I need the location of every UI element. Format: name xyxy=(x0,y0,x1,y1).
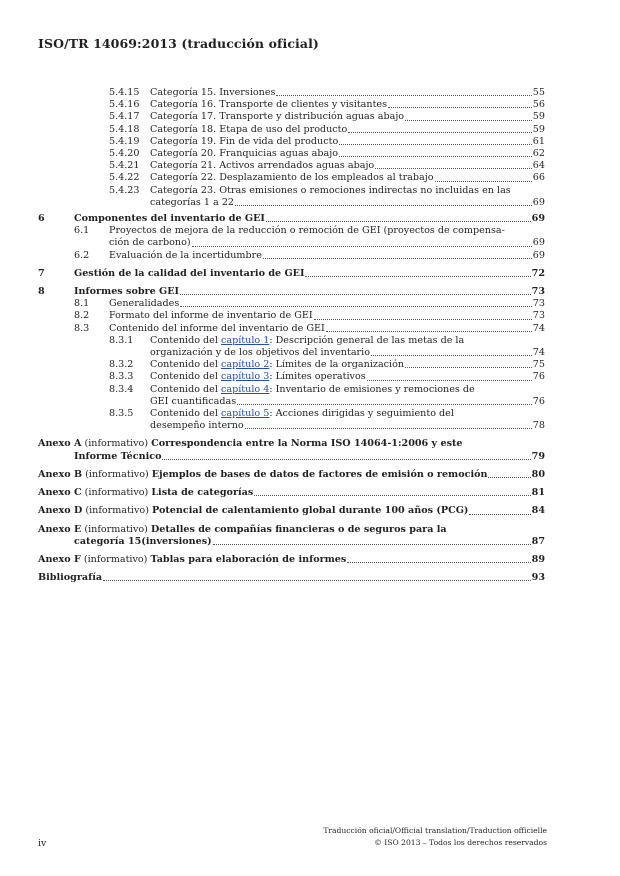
dot-leader xyxy=(192,246,532,247)
annex-label: Anexo E xyxy=(38,523,82,535)
toc-title: Categoría 22. Desplazamiento de los empleados al trabajo xyxy=(150,172,434,184)
dot-leader xyxy=(367,380,532,381)
dot-leader xyxy=(266,221,531,222)
toc-title-line1 xyxy=(38,438,545,450)
toc-number: 5.4.20 xyxy=(109,148,140,160)
toc-title: Categoría 17. Transporte y distribución aguas abajo xyxy=(150,111,405,123)
chapter-3-link[interactable]: capítulo 3 xyxy=(220,371,270,383)
toc-title-line1 xyxy=(150,335,545,347)
dot-leader xyxy=(180,294,531,295)
toc-title: Categoría 19. Fin de vida del producto xyxy=(150,135,339,147)
dot-leader xyxy=(162,459,530,460)
toc-entry-5-4-16[interactable] xyxy=(38,99,545,111)
chapter-4-link[interactable]: capítulo 4 xyxy=(220,383,270,395)
toc-title xyxy=(38,487,253,499)
toc-title-line2: GEI cuantificadas xyxy=(150,395,237,407)
toc-entry-6-2[interactable] xyxy=(38,250,545,262)
toc-number: 5.4.17 xyxy=(109,111,140,123)
toc-title xyxy=(150,371,366,383)
annex-label: Anexo C xyxy=(38,487,82,499)
dot-leader xyxy=(326,331,532,332)
toc-number: 6.2 xyxy=(74,249,90,261)
toc-number: 5.4.19 xyxy=(109,135,140,147)
annex-label: Anexo F xyxy=(38,553,81,565)
dot-leader xyxy=(339,144,532,145)
annex-kind: (informativo) xyxy=(81,438,152,450)
annex-title: Correspondencia entre la Norma ISO 14064-1:2006 y este xyxy=(151,438,463,450)
toc-page: 72 xyxy=(531,267,545,279)
document-header: ISO/TR 14069:2013 (traducción oficial) xyxy=(38,36,319,51)
toc-page: 59 xyxy=(532,111,545,123)
toc-annex-b[interactable] xyxy=(38,469,545,481)
dot-leader xyxy=(435,181,532,182)
toc-title-line2: Informe Técnico xyxy=(74,450,162,462)
dot-leader xyxy=(213,544,531,545)
toc-bibliography[interactable] xyxy=(38,572,545,584)
toc-title: Bibliografía xyxy=(38,572,103,584)
toc-page: 93 xyxy=(531,572,545,584)
toc-title: Contenido del informe del inventario de GEI xyxy=(109,322,325,334)
annex-kind: (informativo) xyxy=(81,523,151,535)
toc-annex-e[interactable] xyxy=(38,524,545,548)
toc-title: Categoría 20. Franquicias aguas abajo xyxy=(150,148,338,160)
toc-title: Informes sobre GEI xyxy=(74,286,180,298)
annex-title: Ejemplos de bases de datos de factores de emisión o remoción xyxy=(151,468,488,480)
page-number: iv xyxy=(38,838,47,849)
toc-title: Gestión de la calidad del inventario de GEI xyxy=(74,267,305,279)
dot-leader xyxy=(405,367,532,368)
toc-page: 78 xyxy=(532,420,545,432)
toc-page: 66 xyxy=(532,172,545,184)
toc-title-line1 xyxy=(150,384,545,396)
toc-entry-5-4-17[interactable] xyxy=(38,111,545,123)
toc-number: 5.4.22 xyxy=(109,172,140,184)
toc-number: 8 xyxy=(38,286,45,298)
annex-kind: (informativo) xyxy=(82,505,152,517)
dot-leader xyxy=(405,120,532,121)
footer-copyright: © ISO 2013 – Todos los derechos reservados xyxy=(374,838,547,847)
toc-entry-5-4-21[interactable] xyxy=(38,160,545,172)
dot-leader xyxy=(235,205,532,206)
dot-leader xyxy=(347,562,530,563)
toc-title-rest: : Inventario de emisiones y remociones de xyxy=(269,383,475,395)
toc-entry-6[interactable] xyxy=(38,213,545,225)
toc-title-line2: categorías 1 a 22 xyxy=(150,196,235,208)
toc-page: 89 xyxy=(531,553,545,565)
chapter-5-link[interactable]: capítulo 5 xyxy=(220,408,270,420)
annex-label: Anexo A xyxy=(38,438,82,450)
annex-label: Anexo B xyxy=(38,468,83,480)
toc-entry-8-3-5[interactable] xyxy=(38,408,545,432)
toc-page: 80 xyxy=(531,468,545,480)
toc-title-line2: categoría 15(inversiones) xyxy=(74,535,212,547)
toc-page: 69 xyxy=(532,237,545,249)
toc-entry-5-4-18[interactable] xyxy=(38,124,545,136)
toc-page: 62 xyxy=(532,148,545,160)
toc-number: 6.1 xyxy=(74,225,90,237)
dot-leader xyxy=(103,580,531,581)
toc-page: 73 xyxy=(532,310,545,322)
toc-title-prefix: Contenido del xyxy=(150,371,221,383)
toc-page: 74 xyxy=(532,322,545,334)
toc-number: 8.3.1 xyxy=(109,334,134,346)
annex-title: Potencial de calentamiento global durante 100 años (PCG) xyxy=(152,505,469,517)
toc-entry-8-3-1[interactable] xyxy=(38,335,545,359)
toc-title-line2: ción de carbono) xyxy=(109,237,191,249)
toc-annex-d[interactable] xyxy=(38,505,545,517)
dot-leader xyxy=(339,156,532,157)
dot-leader xyxy=(245,428,532,429)
toc-title xyxy=(38,469,487,481)
toc-number: 5.4.18 xyxy=(109,123,140,135)
toc-page: 55 xyxy=(532,87,545,98)
annex-title: Detalles de compañías financieras o de seguros para la xyxy=(150,523,447,535)
toc-number: 5.4.16 xyxy=(109,99,140,111)
toc-title: Categoría 15. Inversiones xyxy=(150,87,276,98)
toc-page: 87 xyxy=(531,535,545,547)
chapter-2-link[interactable]: capítulo 2 xyxy=(220,359,270,371)
toc-title: Categoría 18. Etapa de uso del producto xyxy=(150,123,348,135)
dot-leader xyxy=(276,95,531,96)
toc-title: Generalidades xyxy=(109,298,180,310)
toc-page: 75 xyxy=(532,359,545,371)
toc-title: Evaluación de la incertidumbre xyxy=(109,249,262,261)
toc-title-line1 xyxy=(150,408,545,420)
chapter-1-link[interactable]: capítulo 1 xyxy=(220,334,270,346)
toc-page: 76 xyxy=(532,395,545,407)
toc-page: 64 xyxy=(532,160,545,172)
toc-entry-5-4-19[interactable] xyxy=(38,136,545,148)
toc-number: 5.4.15 xyxy=(109,87,140,98)
toc-page: 74 xyxy=(532,347,545,359)
dot-leader xyxy=(305,276,530,277)
dot-leader xyxy=(375,168,532,169)
toc-number: 5.4.21 xyxy=(109,160,140,172)
toc-title-line2: desempeño interno xyxy=(150,420,244,432)
toc-page: 69 xyxy=(531,213,545,225)
toc-entry-8-3[interactable] xyxy=(38,323,545,335)
toc-page: 73 xyxy=(532,298,545,310)
toc-entry-8-3-3[interactable] xyxy=(38,371,545,383)
toc-page: 84 xyxy=(531,505,545,517)
toc-title: Componentes del inventario de GEI xyxy=(74,213,265,225)
dot-leader xyxy=(488,477,530,478)
toc-entry-8-1[interactable] xyxy=(38,298,545,310)
toc-number: 8.2 xyxy=(74,310,90,322)
toc-title-prefix: Contenido del xyxy=(150,408,221,420)
annex-kind: (informativo) xyxy=(80,553,151,565)
toc-page: 76 xyxy=(532,371,545,383)
toc-number: 8.3.2 xyxy=(109,359,134,371)
toc-page: 69 xyxy=(532,196,545,208)
toc-title xyxy=(150,359,404,371)
footer-translation: Traducción oficial/Official translation/Traduction officielle xyxy=(323,826,547,835)
toc-number: 8.1 xyxy=(74,298,90,310)
toc-annex-a[interactable] xyxy=(38,438,545,462)
dot-leader xyxy=(348,132,531,133)
toc-page: 73 xyxy=(531,286,545,298)
toc-entry-8-3-2[interactable] xyxy=(38,359,545,371)
toc-entry-5-4-15[interactable] xyxy=(38,87,545,99)
dot-leader xyxy=(371,355,532,356)
toc-page: 56 xyxy=(532,99,545,111)
toc-title xyxy=(38,505,468,517)
toc-annex-f[interactable] xyxy=(38,554,545,566)
annex-kind: (informativo) xyxy=(82,468,152,480)
toc-title-prefix: Contenido del xyxy=(150,359,221,371)
toc-entry-8-3-4[interactable] xyxy=(38,384,545,408)
toc-page: 81 xyxy=(531,487,545,499)
annex-kind: (informativo) xyxy=(81,487,152,499)
toc-title-line1: Proyectos de mejora de la reducción o remoción de GEI (proyectos de compensa- xyxy=(109,225,505,237)
toc-number: 8.3.3 xyxy=(109,371,134,383)
toc-title-rest: : Límites de la organización xyxy=(269,359,405,371)
toc-page: 79 xyxy=(531,450,545,462)
toc-page: 61 xyxy=(532,135,545,147)
toc-entry-8-2[interactable] xyxy=(38,310,545,322)
dot-leader xyxy=(314,319,532,320)
toc-number: 8.3.5 xyxy=(109,408,134,420)
toc-title-rest: : Descripción general de las metas de la xyxy=(269,334,465,346)
toc-title-rest: : Límites operativos xyxy=(269,371,366,383)
toc-number: 6 xyxy=(38,213,45,225)
toc-entry-8[interactable] xyxy=(38,286,545,298)
dot-leader xyxy=(254,495,530,496)
toc-number: 8.3.4 xyxy=(109,383,134,395)
annex-label: Anexo D xyxy=(38,505,83,517)
dot-leader xyxy=(469,514,530,515)
toc-annex-c[interactable] xyxy=(38,487,545,499)
toc-page: 59 xyxy=(532,123,545,135)
toc-entry-6-1[interactable] xyxy=(38,225,545,249)
toc-entry-7[interactable] xyxy=(38,268,545,280)
annex-title: Lista de categorías xyxy=(151,487,254,499)
footer-notice xyxy=(323,825,547,849)
toc-title: Categoría 21. Activos arrendados aguas abajo xyxy=(150,160,375,172)
dot-leader xyxy=(263,258,532,259)
toc-title-line2: organización y de los objetivos del inventario xyxy=(150,347,370,359)
table-of-contents xyxy=(38,87,545,584)
toc-title-prefix: Contenido del xyxy=(150,334,221,346)
toc-title-line1: Categoría 23. Otras emisiones o remociones indirectas no incluidas en las xyxy=(150,184,511,196)
dot-leader xyxy=(388,107,532,108)
toc-entry-5-4-22[interactable] xyxy=(38,172,545,184)
toc-title-rest: : Acciones dirigidas y seguimiento del xyxy=(269,408,454,420)
toc-entry-5-4-23[interactable] xyxy=(38,185,545,209)
dot-leader xyxy=(180,306,532,307)
toc-title-line1 xyxy=(38,524,545,536)
toc-number: 5.4.23 xyxy=(109,184,140,196)
toc-entry-5-4-20[interactable] xyxy=(38,148,545,160)
toc-page: 69 xyxy=(532,249,545,261)
toc-number: 8.3 xyxy=(74,322,90,334)
toc-title xyxy=(38,554,346,566)
toc-title: Formato del informe de inventario de GEI xyxy=(109,310,313,322)
toc-number: 7 xyxy=(38,267,45,279)
toc-title: Categoría 16. Transporte de clientes y visitantes xyxy=(150,99,388,111)
annex-title: Tablas para elaboración de informes xyxy=(150,553,347,565)
toc-title-prefix: Contenido del xyxy=(150,383,221,395)
dot-leader xyxy=(237,404,532,405)
